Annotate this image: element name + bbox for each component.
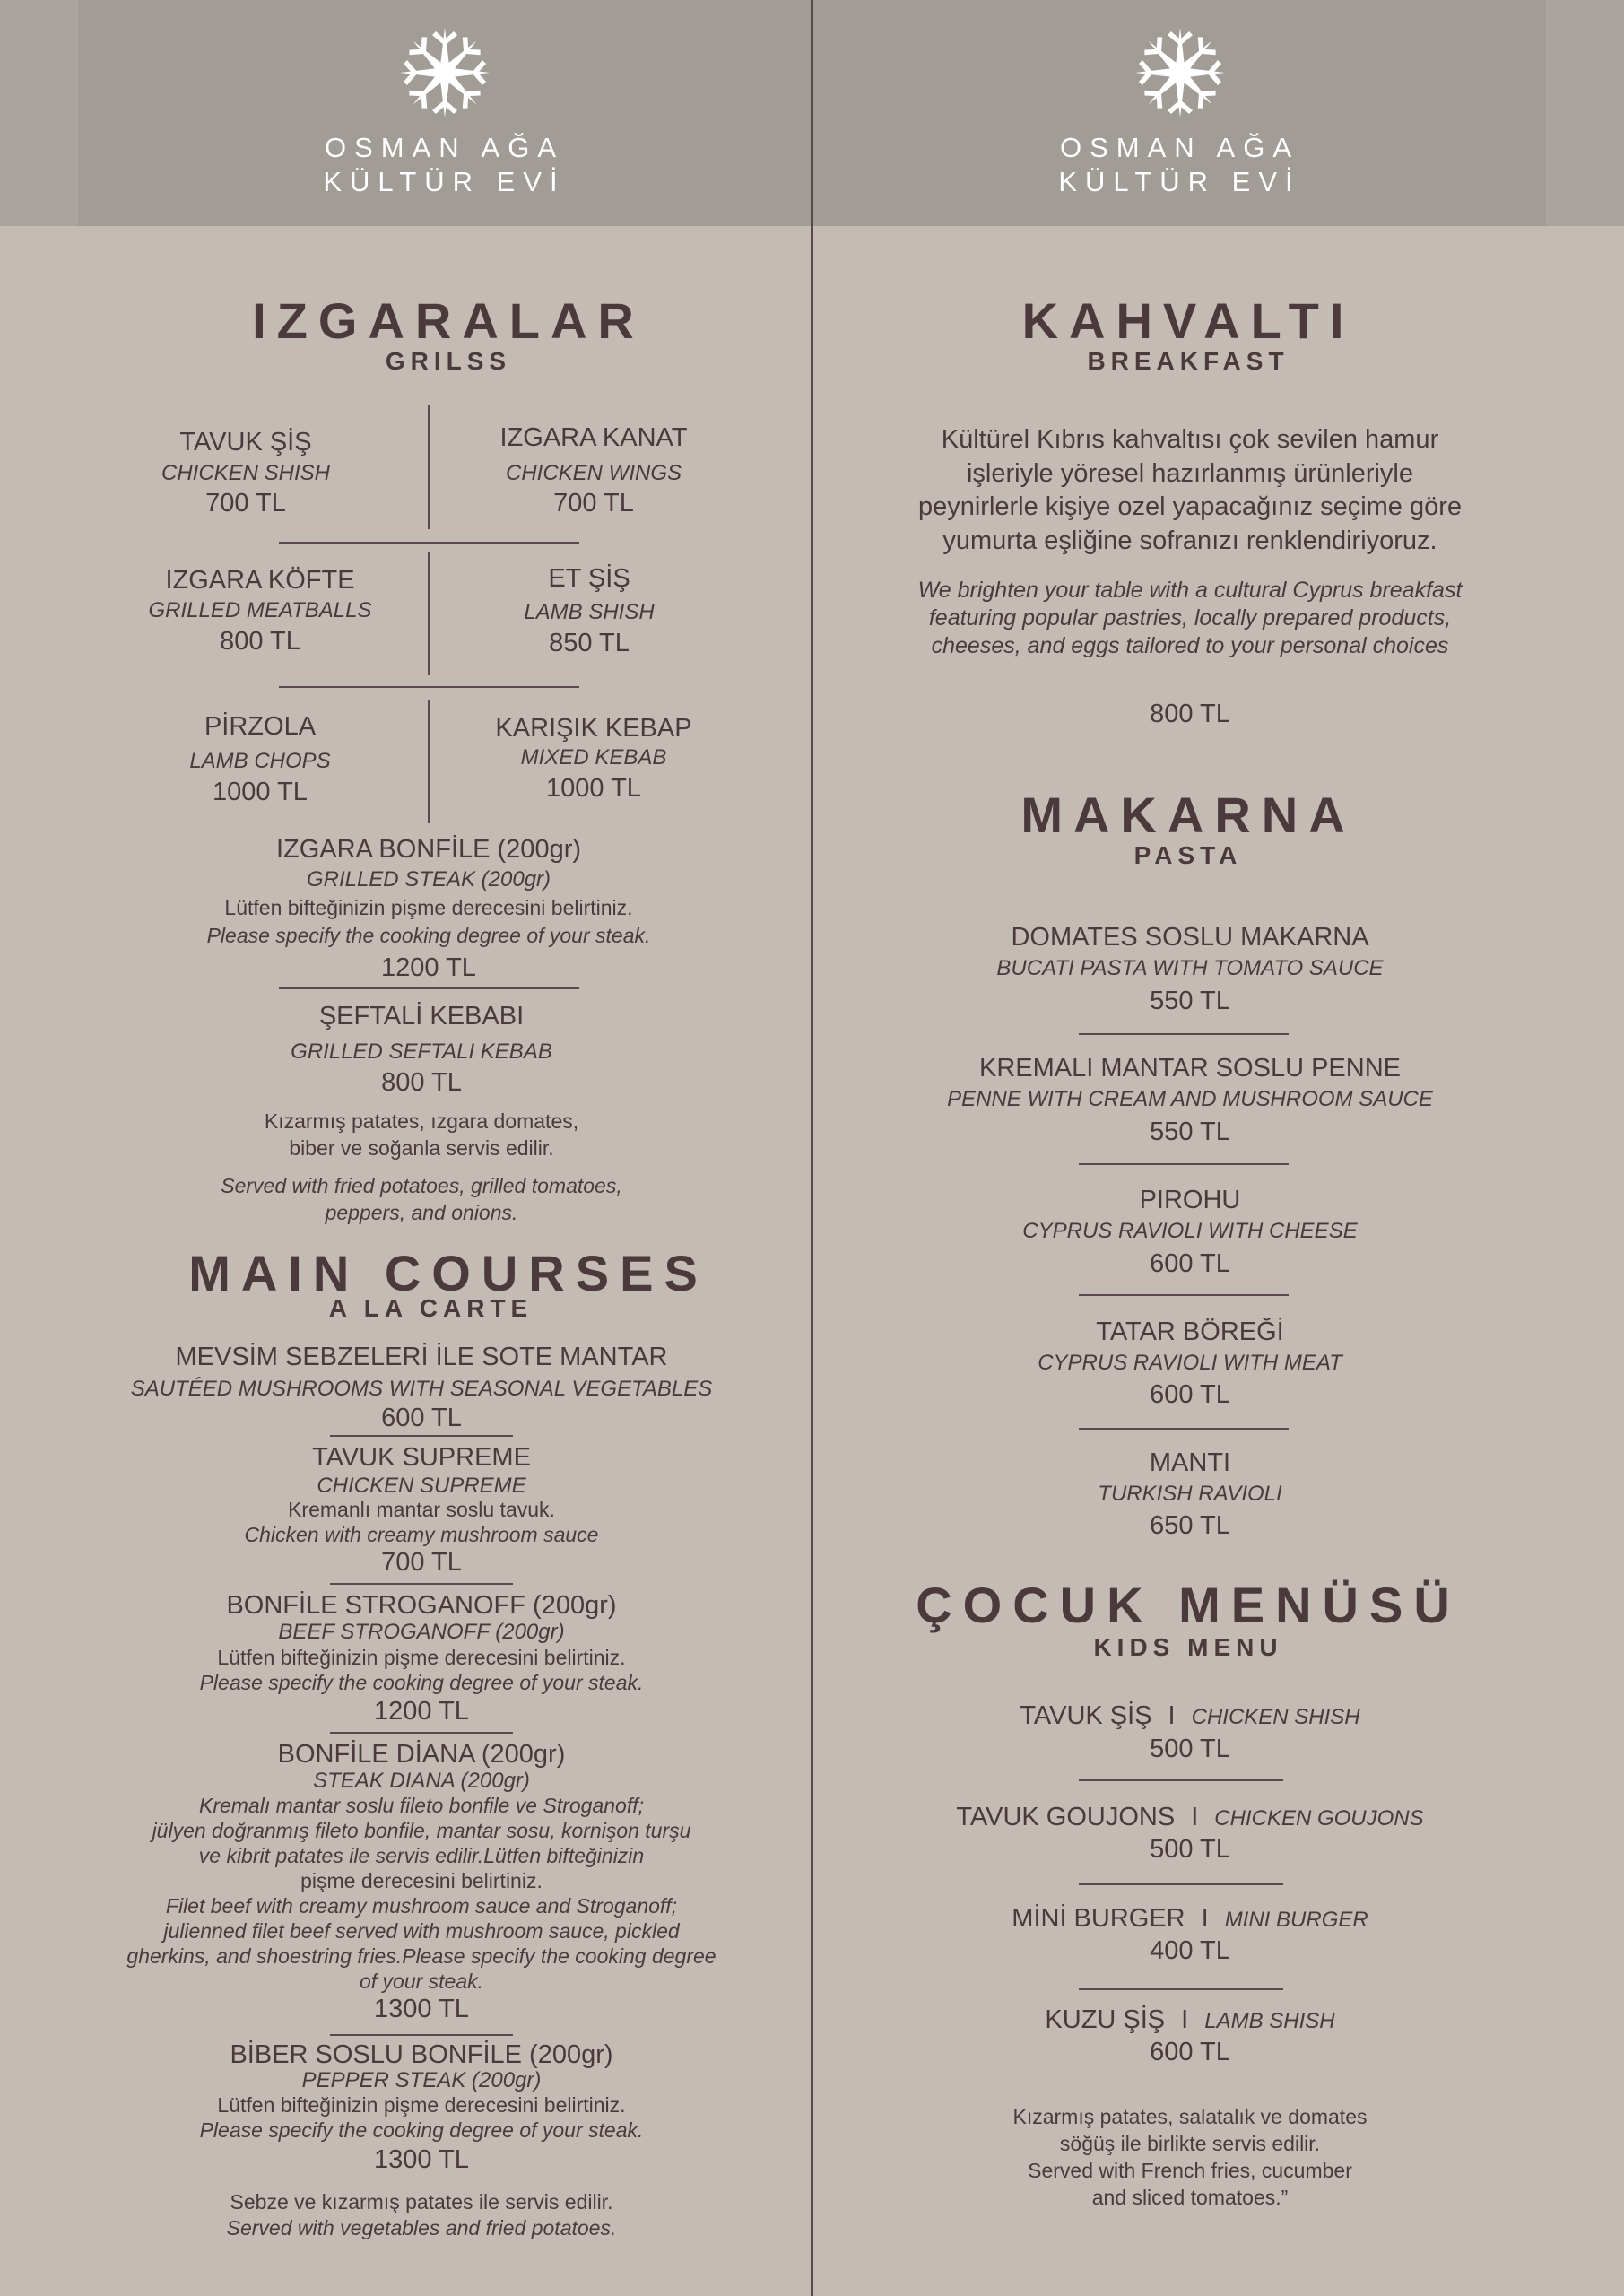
item-name: TAVUK GOUJONS (956, 1803, 1176, 1831)
item-name: KUZU ŞİŞ (1045, 2005, 1166, 2034)
kids-item (831, 2005, 1549, 2035)
item-english: MIXED KEBAB (520, 745, 667, 770)
grid-vertical-rule (428, 700, 430, 823)
item-note: Lütfen bifteğinizin pişme derecesini belirtiniz. (224, 896, 633, 919)
item-name: MEVSİM SEBZELERİ İLE SOTE MANTAR (175, 1343, 668, 1371)
item-english: LAMB SHISH (1204, 2009, 1335, 2033)
item-price: 700 TL (553, 489, 634, 517)
item-english: PEPPER STEAK (200gr) (301, 2068, 542, 2092)
breakfast-desc-line-english: cheeses, and eggs tailored to your personal choices (931, 633, 1449, 658)
item-name: ET ŞİŞ (548, 564, 630, 593)
kids-item (831, 1904, 1549, 1934)
item-price: 1000 TL (213, 778, 308, 806)
item-english: CHICKEN SHISH (1191, 1705, 1360, 1729)
grid-vertical-rule (428, 552, 430, 675)
item-price: 650 TL (1150, 1511, 1230, 1540)
grid-horizontal-rule (279, 686, 579, 688)
item-note-english: Please specify the cooking degree of your steak. (199, 1671, 644, 1694)
item-english: CHICKEN WINGS (505, 461, 682, 485)
item-english: BUCATI PASTA WITH TOMATO SAUCE (996, 956, 1384, 980)
item-price: 1300 TL (374, 2145, 469, 2174)
rule (330, 1583, 513, 1585)
item-note-english: julienned filet beef served with mushroom sauce, pickled (163, 1919, 680, 1943)
kids-footer-note: Served with French fries, cucumber (1028, 2159, 1352, 2182)
item-price: 500 TL (1150, 1835, 1230, 1864)
item-name: TAVUK SUPREME (312, 1443, 531, 1472)
item-note-english: gherkins, and shoestring fries.Please specify the cooking degree (126, 1944, 716, 1968)
item-english: PENNE WITH CREAM AND MUSHROOM SAUCE (947, 1087, 1433, 1111)
item-price: 500 TL (1150, 1735, 1230, 1763)
main-courses-title: MAIN COURSES (188, 1245, 708, 1301)
header-left (78, 0, 811, 226)
kids-item (831, 1803, 1549, 1832)
pasta-title: MAKARNA (1020, 787, 1356, 843)
item-english: CHICKEN SHISH (161, 461, 331, 485)
item-note-english: of your steak. (359, 1970, 484, 1993)
item-price: 1200 TL (374, 1697, 469, 1726)
grills-title: IZGARALAR (252, 292, 645, 349)
item-english: GRILLED STEAK (200gr) (306, 867, 551, 891)
item-note: Kremanlı mantar soslu tavuk. (288, 1498, 555, 1521)
grid-horizontal-rule (279, 542, 579, 544)
item-name: BONFİLE STROGANOFF (200gr) (226, 1591, 617, 1620)
item-english: BEEF STROGANOFF (200gr) (278, 1620, 565, 1644)
grills-subtitle: GRILSS (385, 347, 512, 375)
item-price: 700 TL (205, 489, 286, 517)
breakfast-desc-line: yumurta eşliğine sofranızı renklendiriyoruz. (942, 526, 1437, 555)
kids-menu-title: ÇOCUK MENÜSÜ (916, 1577, 1461, 1633)
breakfast-desc-line: peynirlerle kişiye ozel yapacağınız seçime göre (917, 492, 1463, 521)
item-price: 550 TL (1150, 1118, 1230, 1146)
item-separator: I (1191, 1803, 1199, 1831)
breakfast-price: 800 TL (1150, 700, 1230, 728)
rule (330, 2034, 513, 2036)
brand-line-1: OSMAN AĞA (1059, 132, 1300, 163)
item-note: ve kibrit patates ile servis edilir.Lütfen bifteğinizin (198, 1844, 645, 1867)
item-price: 600 TL (381, 1404, 462, 1432)
kids-menu-subtitle: KIDS MENU (1093, 1633, 1283, 1661)
item-name: IZGARA KANAT (499, 423, 688, 452)
main-courses-subtitle: A LA CARTE (328, 1294, 534, 1322)
item-name: IZGARA BONFİLE (200gr) (275, 835, 582, 864)
item-separator: I (1201, 1904, 1209, 1933)
item-english: CYPRUS RAVIOLI WITH MEAT (1038, 1351, 1342, 1375)
item-name: KREMALI MANTAR SOSLU PENNE (978, 1054, 1401, 1083)
item-name: KARIŞIK KEBAP (495, 714, 692, 743)
item-note: pişme derecesini belirtiniz. (300, 1869, 543, 1892)
item-english: LAMB CHOPS (189, 749, 331, 773)
item-note: Lütfen bifteğinizin pişme derecesini belirtiniz. (217, 2093, 626, 2117)
item-english: TURKISH RAVIOLI (1098, 1482, 1282, 1506)
kids-footer-note: söğüş ile birlikte servis edilir. (1059, 2132, 1321, 2155)
item-price: 800 TL (381, 1068, 462, 1097)
brand-line-2: KÜLTÜR EVİ (323, 166, 566, 197)
snowflake-icon (1131, 23, 1229, 122)
item-price: 800 TL (220, 627, 300, 656)
breakfast-desc-line-english: We brighten your table with a cultural Cyprus breakfast (917, 578, 1463, 603)
main-footer-note: Sebze ve kızarmış patates ile servis edilir. (230, 2190, 613, 2213)
item-name: ŞEFTALİ KEBABI (318, 1002, 525, 1031)
item-english: GRILLED MEATBALLS (148, 598, 372, 622)
item-english: GRILLED SEFTALI KEBAB (291, 1039, 552, 1064)
item-name: TAVUK ŞİŞ (179, 428, 312, 457)
item-price: 700 TL (381, 1548, 462, 1577)
kids-footer-note: Kızarmış patates, salatalık ve domates (1012, 2105, 1368, 2128)
rule (1079, 1428, 1289, 1430)
item-name: MANTI (1149, 1448, 1231, 1477)
item-english: STEAK DIANA (200gr) (313, 1769, 530, 1793)
rule (1079, 1163, 1289, 1165)
brand-name (813, 131, 1546, 199)
item-price: 1200 TL (381, 953, 476, 982)
item-price: 600 TL (1150, 1249, 1230, 1278)
item-name: BONFİLE DİANA (200gr) (277, 1740, 566, 1769)
item-name: TATAR BÖREĞİ (1096, 1318, 1284, 1346)
item-note: jülyen doğranmış fileto bonfile, mantar sosu, kornişon turşu (152, 1819, 691, 1842)
rule (1079, 1294, 1289, 1296)
item-price: 1000 TL (546, 774, 641, 803)
item-name: BİBER SOSLU BONFİLE (200gr) (230, 2040, 613, 2069)
item-note-english: Filet beef with creamy mushroom sauce and Stroganoff; (165, 1894, 678, 1918)
item-name: PİRZOLA (204, 712, 317, 741)
item-price: 550 TL (1150, 987, 1230, 1015)
item-english: CHICKEN GOUJONS (1214, 1806, 1424, 1831)
rule (330, 1732, 513, 1734)
item-price: 600 TL (1150, 2038, 1230, 2066)
item-name: PIROHU (1139, 1186, 1241, 1214)
breakfast-desc-line-english: featuring popular pastries, locally prepared products, (928, 605, 1452, 631)
item-english: LAMB SHISH (524, 600, 655, 624)
item-english: CHICKEN SUPREME (317, 1474, 526, 1498)
main-footer-note-english: Served with vegetables and fried potatoes. (226, 2216, 617, 2239)
item-name: MİNİ BURGER (1012, 1904, 1185, 1933)
item-note-english: Please specify the cooking degree of your steak. (199, 2118, 644, 2142)
item-price: 400 TL (1150, 1936, 1230, 1965)
item-separator: I (1168, 1701, 1176, 1730)
pasta-subtitle: PASTA (1133, 841, 1243, 869)
item-price: 850 TL (549, 629, 630, 657)
kids-footer-note: and sliced tomatoes.” (1091, 2186, 1289, 2209)
snowflake-icon (395, 23, 494, 122)
brand-line-2: KÜLTÜR EVİ (1058, 166, 1301, 197)
item-note: Kızarmış patates, ızgara domates, (264, 1109, 579, 1133)
breakfast-desc-line: Kültürel Kıbrıs kahvaltısı çok sevilen hamur (941, 425, 1439, 454)
rule (279, 987, 579, 989)
kids-item (831, 1701, 1549, 1731)
item-english: CYPRUS RAVIOLI WITH CHEESE (1022, 1219, 1358, 1243)
item-note-english: Please specify the cooking degree of your steak. (206, 924, 651, 947)
rule (1079, 1779, 1283, 1781)
item-separator: I (1181, 2005, 1189, 2034)
item-price: 1300 TL (374, 1995, 469, 2023)
item-name: TAVUK ŞİŞ (1020, 1701, 1152, 1730)
item-name: DOMATES SOSLU MAKARNA (1011, 923, 1369, 952)
item-note-english: peppers, and onions. (325, 1201, 518, 1224)
rule (330, 1435, 513, 1437)
item-price: 600 TL (1150, 1380, 1230, 1409)
item-name: IZGARA KÖFTE (165, 566, 355, 595)
item-note: Lütfen bifteğinizin pişme derecesini belirtiniz. (217, 1646, 626, 1669)
brand-name (78, 131, 811, 199)
item-english: MINI BURGER (1224, 1908, 1368, 1932)
item-english: SAUTÉED MUSHROOMS WITH SEASONAL VEGETABLES (130, 1377, 713, 1401)
item-note: biber ve soğanla servis edilir. (289, 1136, 554, 1160)
brand-line-1: OSMAN AĞA (324, 132, 565, 163)
item-note: Kremalı mantar soslu fileto bonfile ve Stroganoff; (198, 1794, 645, 1817)
breakfast-title: KAHVALTI (1021, 292, 1355, 349)
rule (1079, 1883, 1283, 1885)
item-note-english: Chicken with creamy mushroom sauce (244, 1523, 599, 1546)
rule (1079, 1988, 1283, 1990)
breakfast-desc-line: işleriyle yöresel hazırlanmış ürünleriyle (966, 459, 1413, 488)
rule (1079, 1033, 1289, 1035)
header-right (813, 0, 1546, 226)
breakfast-subtitle: BREAKFAST (1087, 347, 1290, 375)
grid-vertical-rule (428, 405, 430, 529)
item-note-english: Served with fried potatoes, grilled tomatoes, (221, 1174, 622, 1197)
